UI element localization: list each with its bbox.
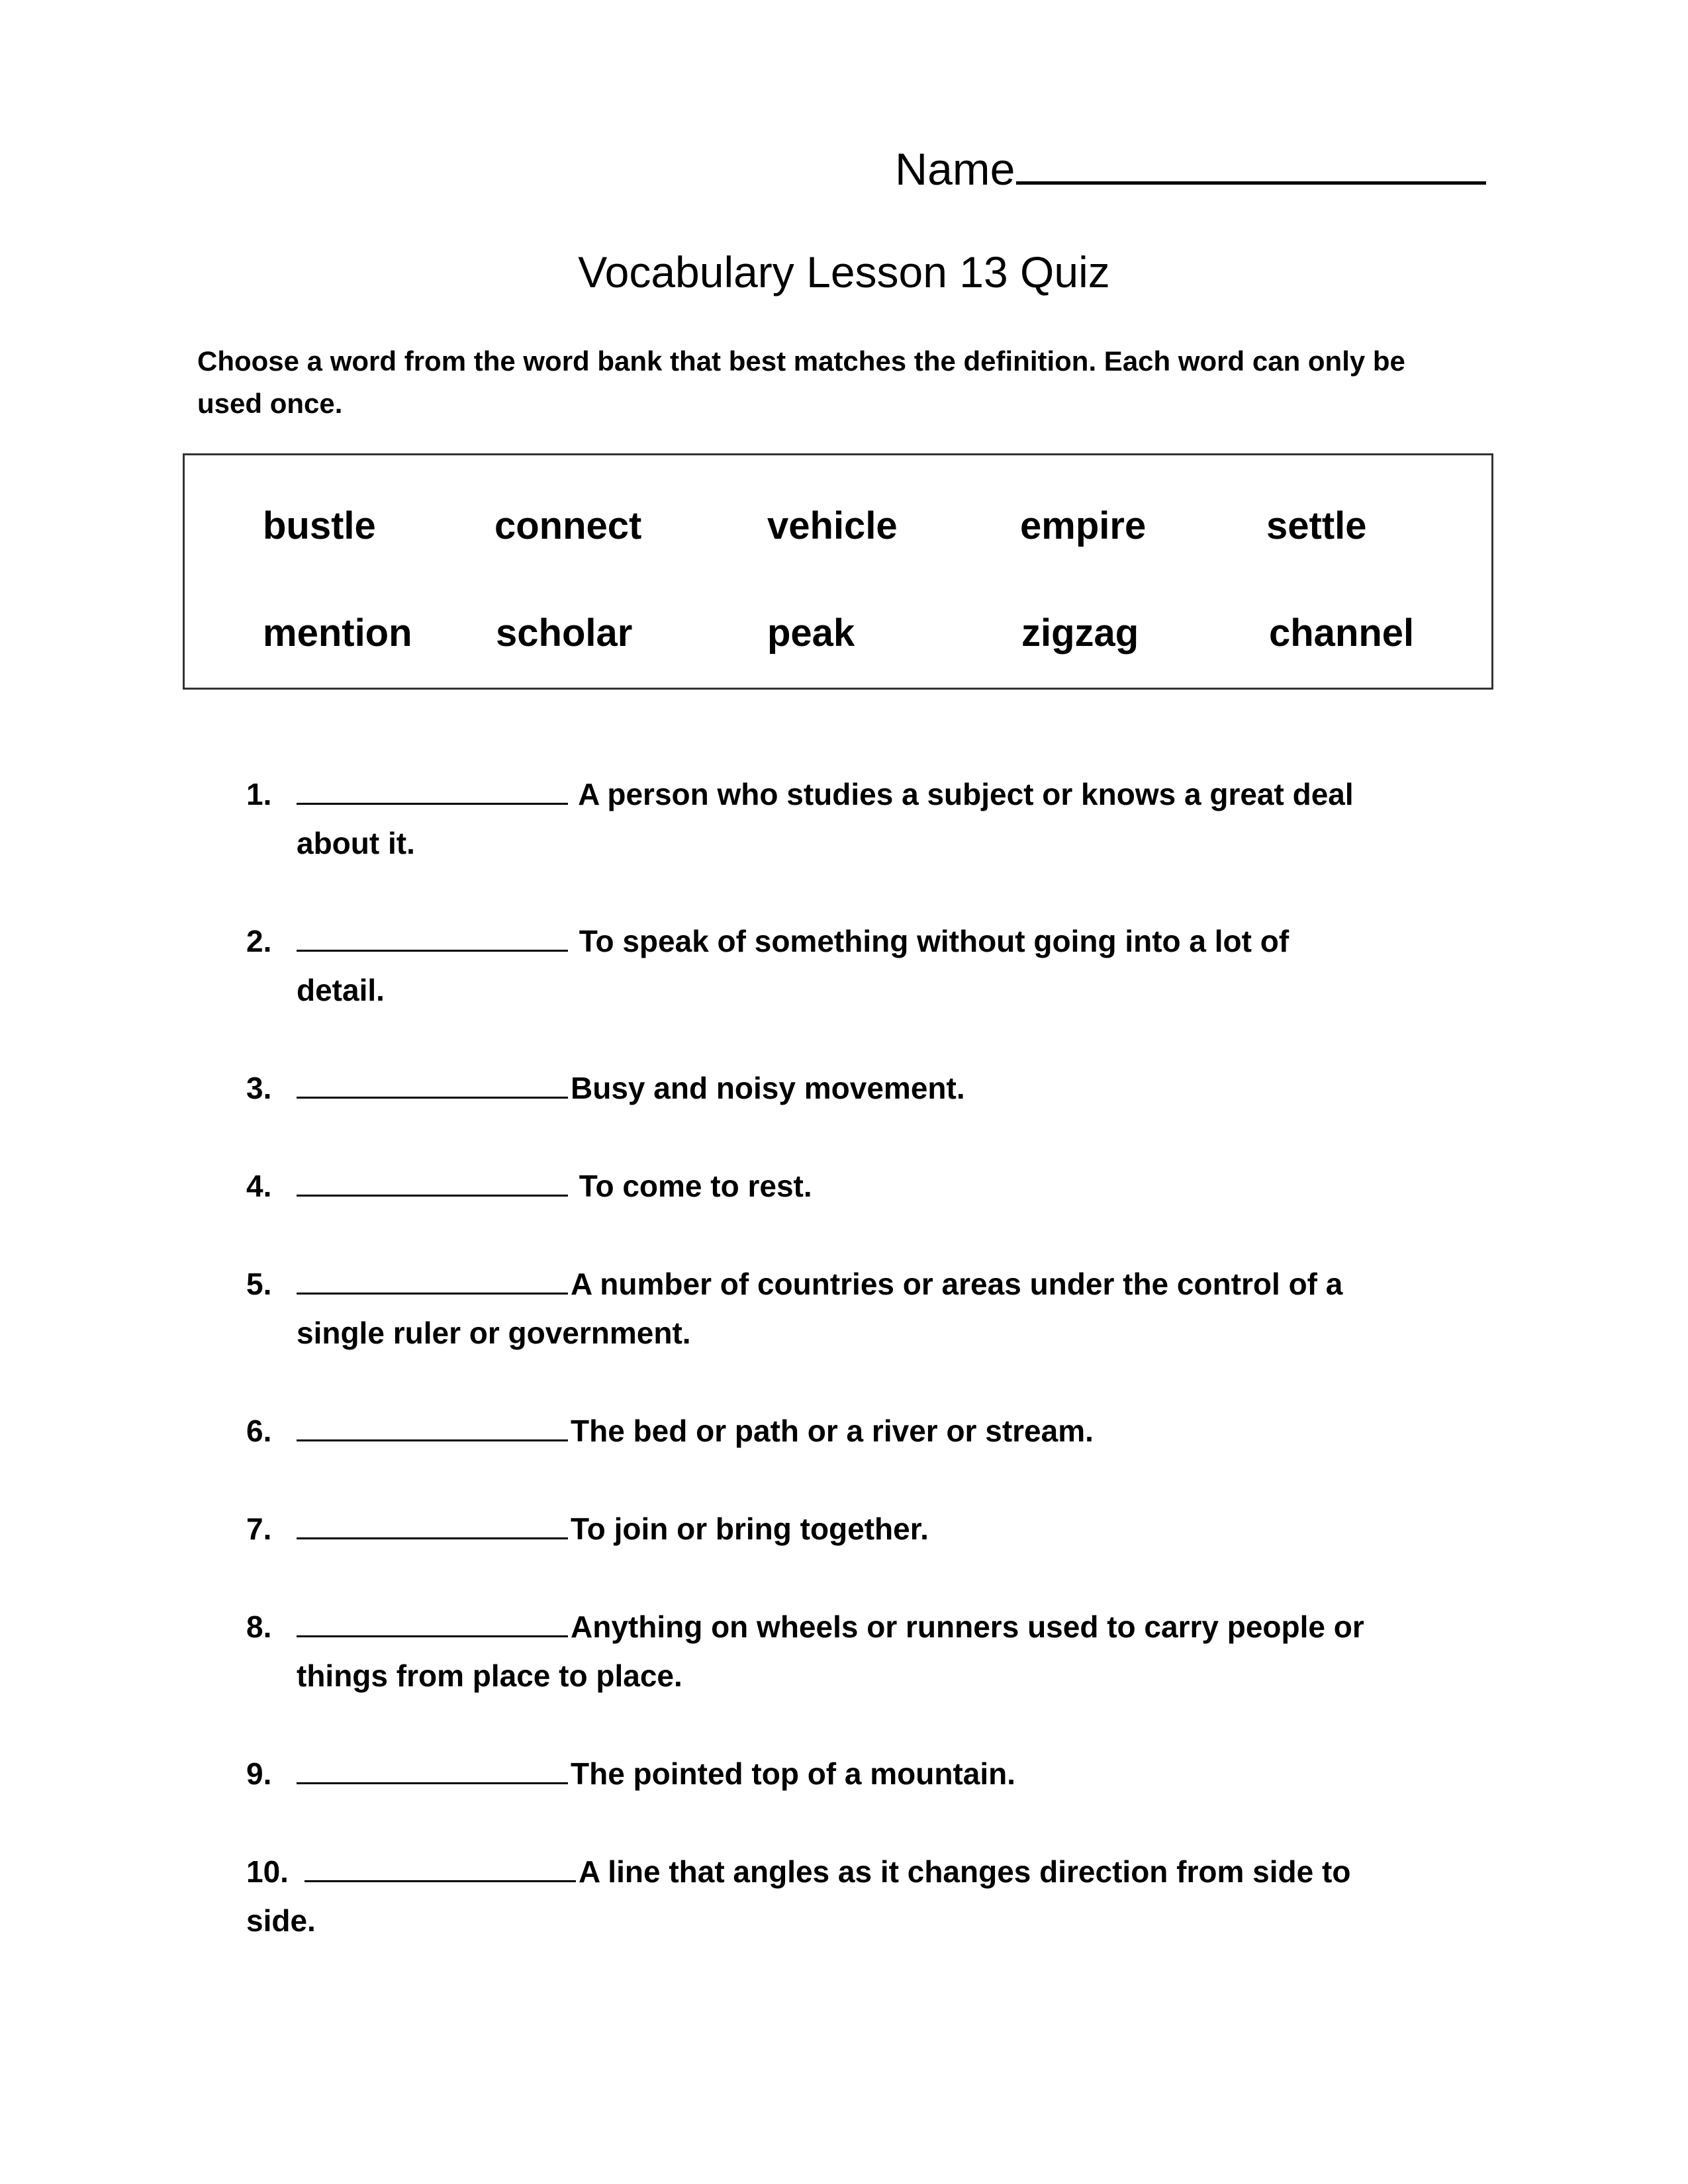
instructions: Choose a word from the word bank that best matches the definition. Each word can only be used once.	[197, 345, 1405, 419]
question-number: 1.	[246, 777, 272, 811]
question-item	[246, 1259, 1342, 1357]
question-definition: To join or bring together.	[571, 1512, 929, 1546]
word-bank-item: empire	[1020, 504, 1147, 547]
answer-blank[interactable]	[297, 1416, 568, 1441]
answer-blank[interactable]	[297, 1758, 568, 1784]
question-item	[246, 1504, 929, 1553]
answer-blank[interactable]	[297, 779, 568, 805]
question-item	[246, 770, 1354, 868]
answer-blank[interactable]	[297, 1269, 568, 1295]
question-item	[246, 1161, 812, 1210]
word-bank-item: connect	[494, 504, 642, 547]
word-bank-item: mention	[263, 612, 412, 655]
question-definition-cont: about it.	[297, 826, 415, 860]
question-number: 9.	[246, 1756, 272, 1791]
question-definition: A person who studies a subject or knows a great deal	[571, 777, 1354, 811]
question-definition: To come to rest.	[571, 1169, 812, 1203]
word-bank-item: channel	[1269, 612, 1415, 655]
question-item	[246, 1406, 1094, 1455]
question-item	[246, 1847, 1350, 1945]
word-bank-item: zigzag	[1021, 612, 1139, 655]
question-definition: The bed or path or a river or stream.	[571, 1414, 1094, 1448]
answer-blank[interactable]	[297, 1171, 568, 1197]
question-definition-cont: detail.	[297, 973, 385, 1007]
question-number: 8.	[246, 1610, 272, 1644]
page-title: Vocabulary Lesson 13 Quiz	[578, 248, 1110, 296]
question-definition: Busy and noisy movement.	[571, 1071, 965, 1105]
question-definition-cont: single ruler or government.	[297, 1316, 691, 1350]
word-bank-item: bustle	[263, 504, 376, 547]
question-number: 10.	[246, 1854, 289, 1889]
question-number: 6.	[246, 1414, 272, 1448]
question-item	[246, 1602, 1364, 1700]
answer-blank[interactable]	[297, 1073, 568, 1099]
question-definition: A line that angles as it changes direction from side to	[579, 1854, 1351, 1889]
question-definition: To speak of something without going into a lot of	[571, 924, 1289, 958]
question-number: 5.	[246, 1267, 272, 1301]
word-bank	[183, 453, 1493, 690]
question-number: 2.	[246, 924, 272, 958]
answer-blank[interactable]	[297, 926, 568, 952]
word-bank-item: vehicle	[767, 504, 898, 547]
word-bank-item: settle	[1266, 504, 1367, 547]
name-blank[interactable]	[1016, 150, 1486, 185]
answer-blank[interactable]	[297, 1612, 568, 1637]
question-definition-cont: side.	[246, 1903, 316, 1938]
word-bank-item: scholar	[496, 612, 633, 655]
answer-blank[interactable]	[305, 1856, 576, 1882]
question-definition: The pointed top of a mountain.	[571, 1756, 1016, 1791]
answer-blank[interactable]	[297, 1514, 568, 1539]
question-definition-cont: things from place to place.	[297, 1659, 682, 1693]
question-item	[246, 1064, 965, 1113]
question-definition: A number of countries or areas under the control of a	[571, 1267, 1343, 1301]
question-number: 4.	[246, 1169, 272, 1203]
question-definition: Anything on wheels or runners used to carry people or	[571, 1610, 1364, 1644]
question-number: 3.	[246, 1071, 272, 1105]
name-label: Name	[895, 144, 1015, 195]
question-item	[246, 917, 1289, 1015]
name-field[interactable]	[895, 144, 1491, 195]
question-item	[246, 1749, 1015, 1798]
word-bank-item: peak	[767, 612, 855, 655]
question-number: 7.	[246, 1512, 272, 1546]
